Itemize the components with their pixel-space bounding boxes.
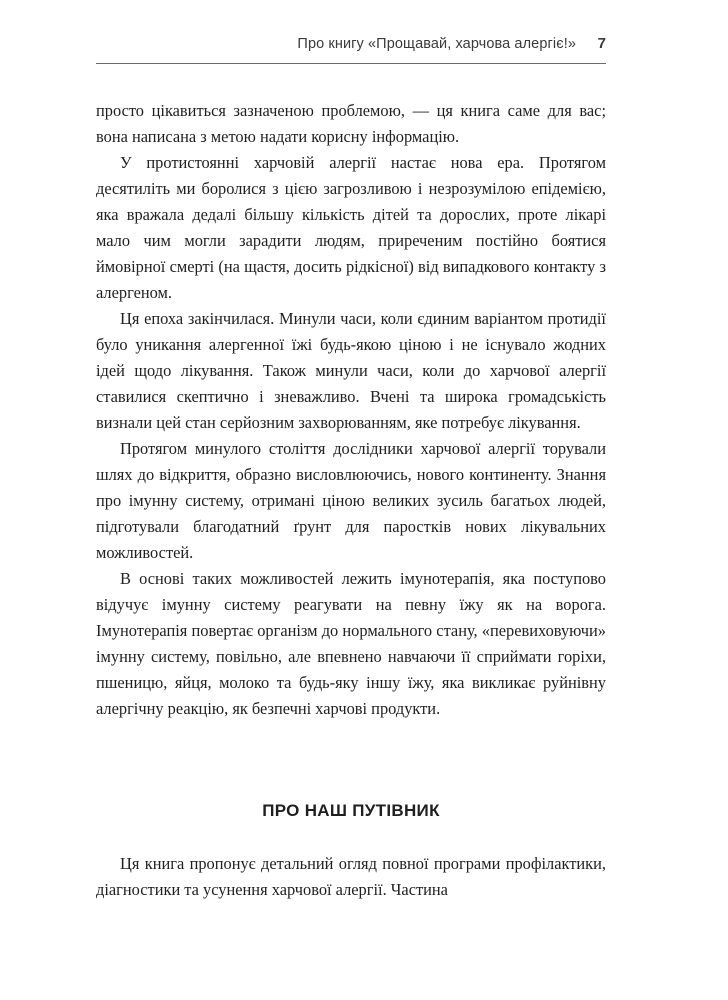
paragraph-continuation: просто цікавиться зазначеною проблемою, — ця книга саме для вас; вона написана з метою надати корисну інформацію. [96,101,606,146]
paragraph: Ця книга пропонує детальний огляд повної програми профілактики, діагностики та усунення харчової алергії. Частина [96,854,606,899]
body-text [96,98,606,722]
paragraph: Протягом минулого століття дослідники харчової алергії торували шлях до відкриття, образно висловлюючись, нового континенту. Знання про імунну систему, отримані ціною великих зусиль багатьох людей, підготували благодатний ґрунт для паростків нових лікувальних можливостей. [96,439,606,562]
paragraph: Ця епоха закінчилася. Минули часи, коли єдиним варіантом протидії було уникання алергенної їжі будь-якою ціною і не існувало жодних ідей щодо лікування. Також минули часи, коли до харчової алергії ставилися скептично і зневажливо. Вчені та широка громадськість визнали цей стан серйозним захворюванням, яке потребує лікування. [96,309,606,432]
page-number: 7 [597,35,606,52]
header-rule [96,63,606,64]
running-header [96,32,606,60]
paragraph: У протистоянні харчовій алергії настає нова ера. Протягом десятиліть ми боролися з цією загрозливою і незрозумілою епідемією, яка вражала дедалі більшу кількість дітей та дорослих, проте лікарі мало чим могли зарадити людям, приреченим постійно боятися ймовірної смерті (на щастя, досить рідкісної) від випадкового контакту з алергеном. [96,153,606,302]
body-text-after-heading [96,851,606,903]
section-heading: ПРО НАШ ПУТІВНИК [262,801,440,820]
running-title: Про книгу «Прощавай, харчова алергіє!» [297,36,576,52]
paragraph: В основі таких можливостей лежить імунотерапія, яка поступово відучує імунну систему реагувати на певну їжу як на ворога. Імунотерапія повертає організм до нормального стану, «перевиховуючи» імунну систему, повільно, але впевнено навчаючи її сприймати горіхи, пшеницю, яйця, молоко та будь-яку іншу їжу, яка викликає руйнівну алергічну реакцію, як безпечні харчові продукти. [96,569,606,718]
